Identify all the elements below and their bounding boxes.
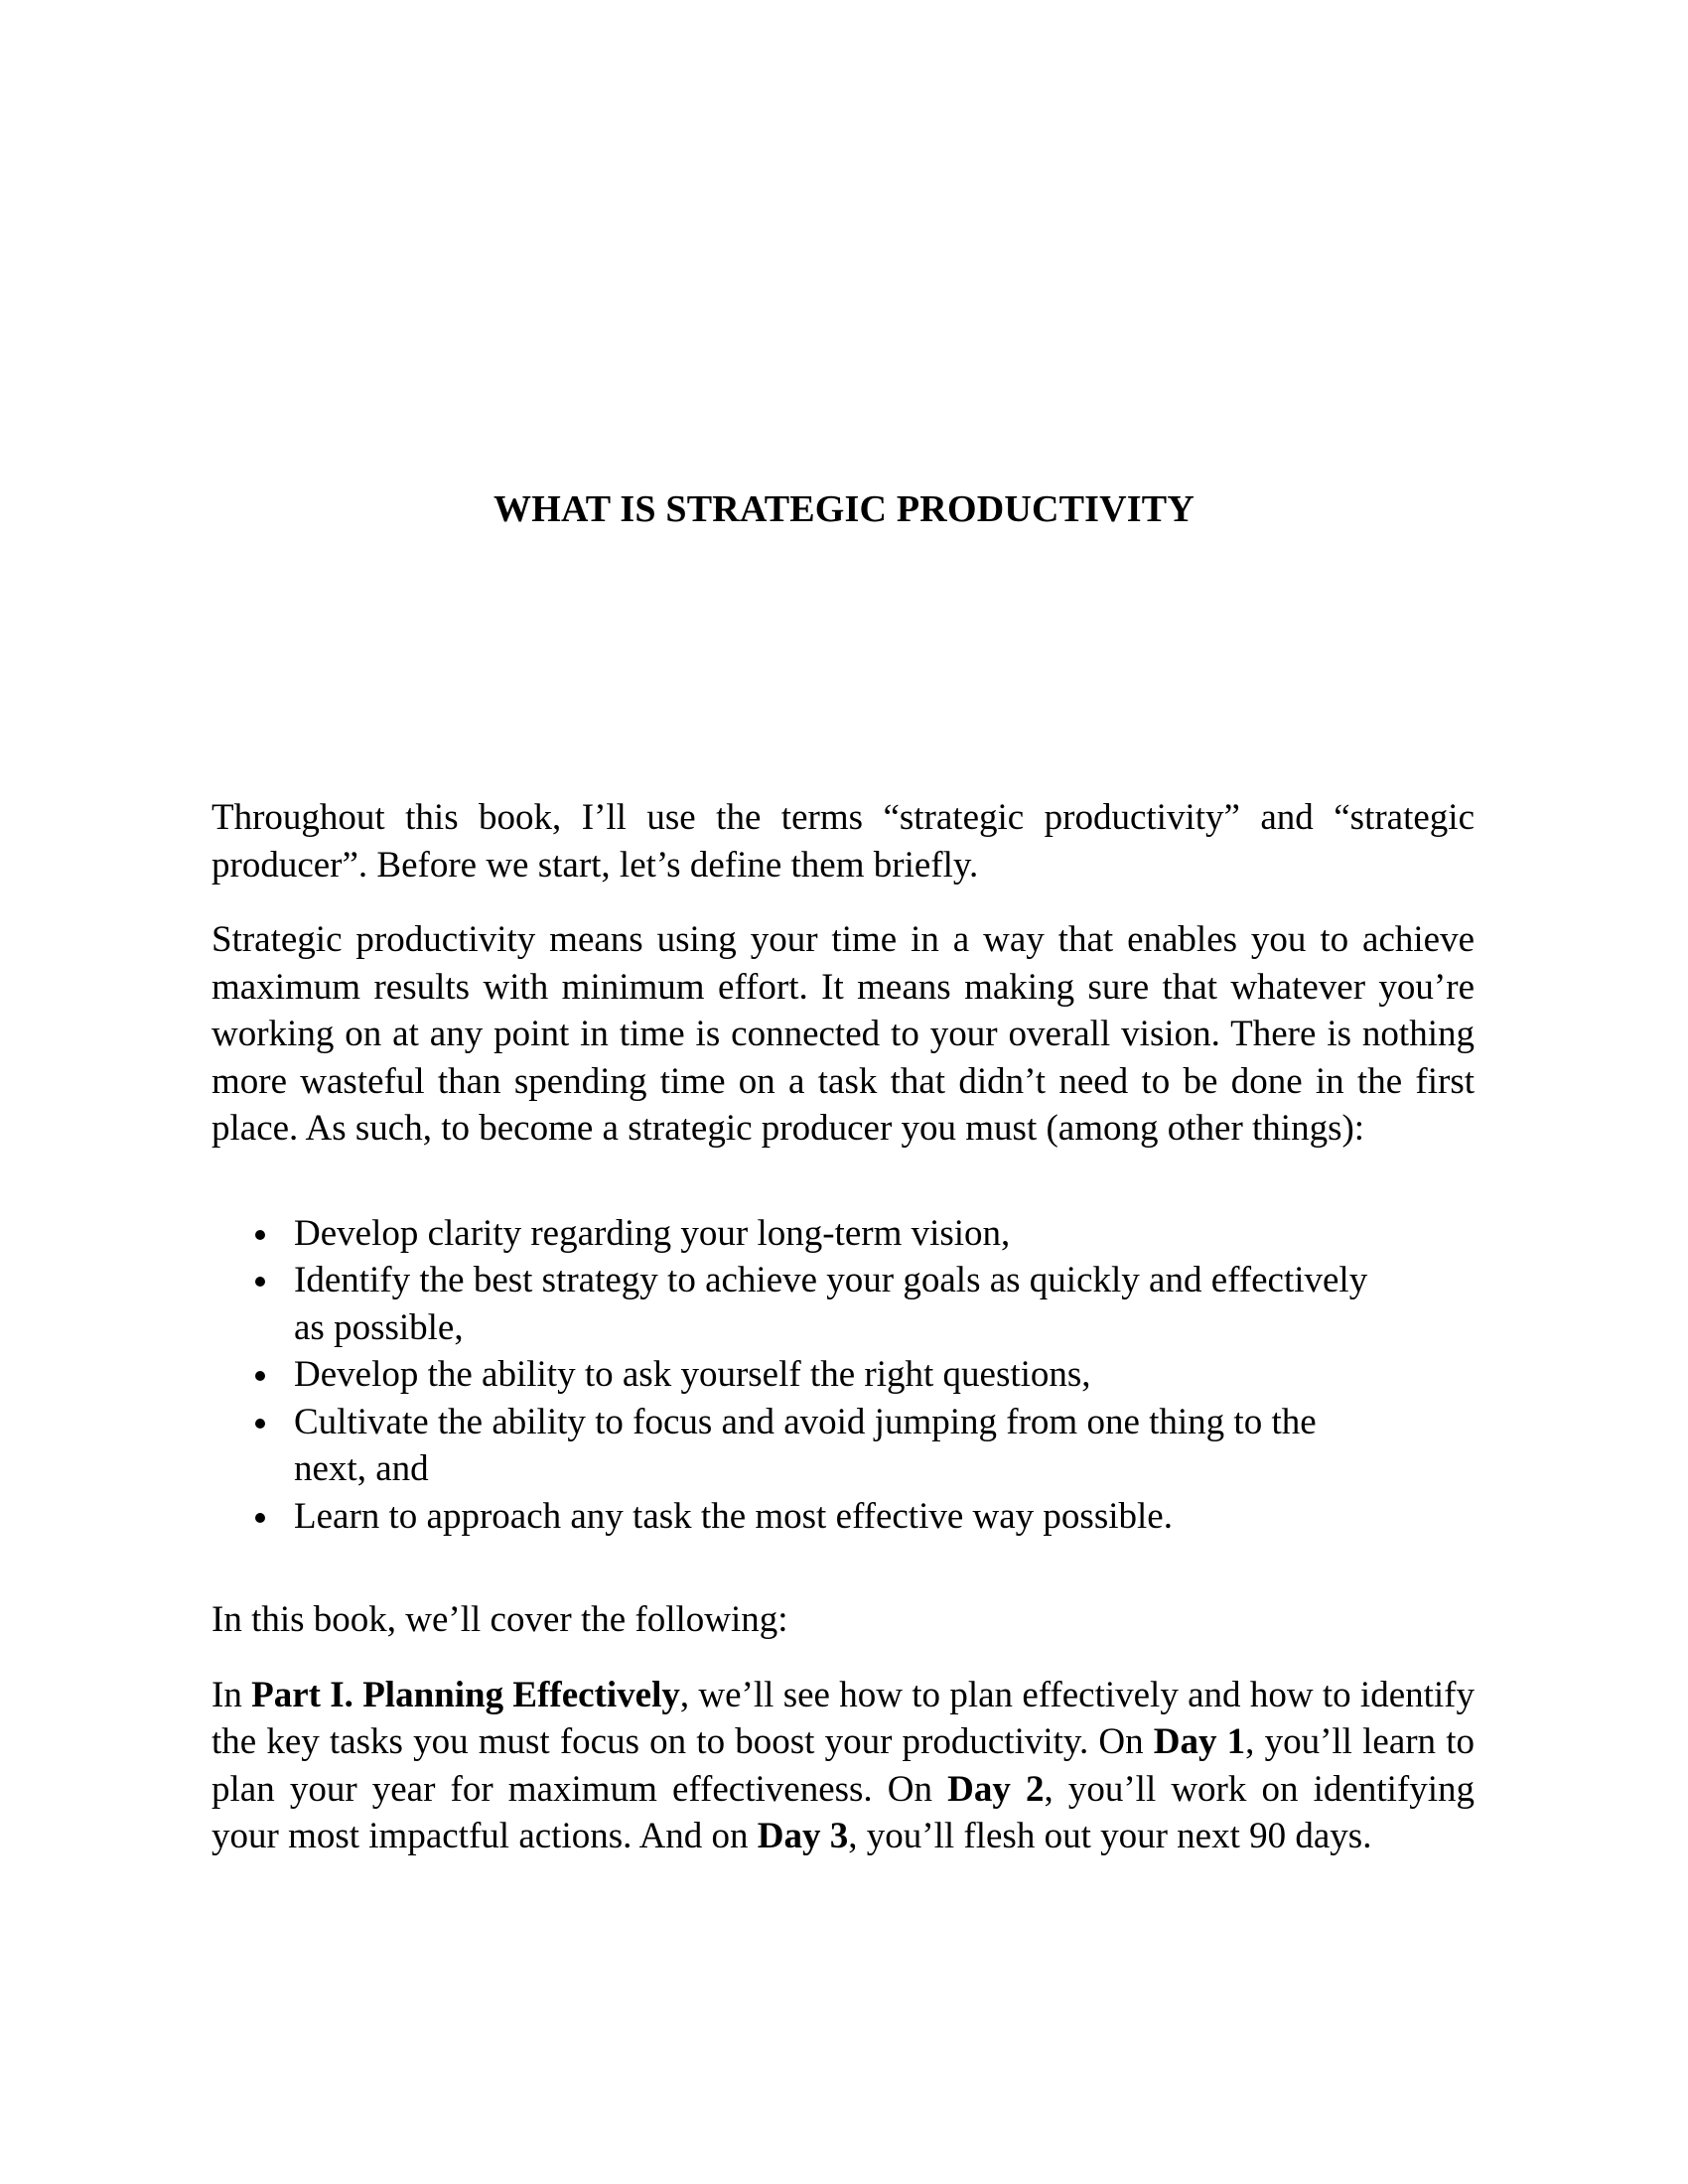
chapter-title: WHAT IS STRATEGIC PRODUCTIVITY: [493, 488, 1195, 530]
list-item: [211, 1210, 1393, 1258]
bullet-icon: [255, 1230, 265, 1240]
part-one-title: Part I. Planning Effectively: [251, 1674, 680, 1715]
part-one-text-1: In: [211, 1674, 252, 1715]
overview-intro-paragraph: In this book, we’ll cover the following:: [211, 1599, 788, 1640]
bullet-icon: [255, 1371, 265, 1381]
definition-paragraph: Strategic productivity means using your time in a way that enables you to achieve maximum results with minimum effort. It means making sure that whatever you’re working on at any point in time is connected to your overall vision. There is nothing more wasteful than spending time on a task that didn’t need to be done in the first place. As such, to become a strategic producer you must (among other things):: [211, 919, 1475, 1149]
bullet-list: [211, 1210, 1393, 1541]
part-one-text-5: , you’ll flesh out your next 90 days.: [848, 1816, 1372, 1856]
list-item-text: Develop clarity regarding your long-term vision,: [294, 1212, 1011, 1254]
list-item-text: Identify the best strategy to achieve your goals as quickly and effectively as possible,: [294, 1260, 1368, 1348]
part-one-text-3: , you’ll learn to plan your year for maximum effectiveness. On: [211, 1721, 1475, 1810]
list-item: [211, 1399, 1393, 1493]
day-1-label: Day 1: [1153, 1721, 1246, 1762]
bullet-icon: [255, 1419, 265, 1429]
bullet-icon: [255, 1513, 265, 1523]
body-text: [211, 794, 1475, 1888]
list-item: [211, 1493, 1393, 1541]
day-3-label: Day 3: [757, 1816, 849, 1856]
list-item-text: Develop the ability to ask yourself the right questions,: [294, 1354, 1091, 1395]
part-one-text-2: , we’ll see how to plan effectively and how to identify the key tasks you must focus on to boost your productivity. On: [211, 1674, 1475, 1762]
bullet-icon: [255, 1277, 265, 1287]
part-one-text-4: , you’ll work on identifying your most impactful actions. And on: [211, 1768, 1475, 1856]
list-item: [211, 1257, 1393, 1351]
day-2-label: Day 2: [947, 1768, 1045, 1810]
intro-paragraph: Throughout this book, I’ll use the terms “strategic productivity” and “strategic producer”. Before we start, let’s define them briefly.: [211, 797, 1475, 886]
list-item-text: Cultivate the ability to focus and avoid jumping from one thing to the next, and: [294, 1401, 1317, 1489]
list-item: [211, 1351, 1393, 1399]
part-one-paragraph: [211, 1672, 1475, 1860]
list-item-text: Learn to approach any task the most effective way possible.: [294, 1495, 1173, 1537]
